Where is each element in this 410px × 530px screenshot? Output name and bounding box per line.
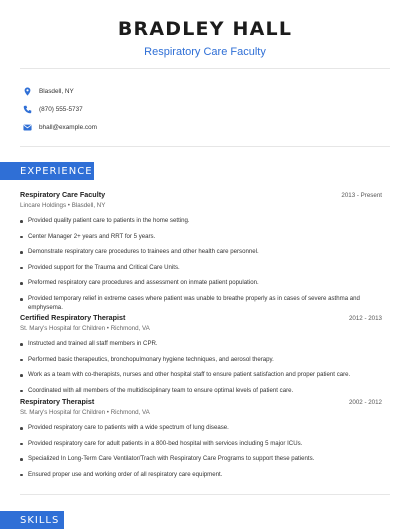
- candidate-title: Respiratory Care Faculty: [144, 46, 266, 58]
- mail-icon: [22, 122, 32, 132]
- list-item: Work as a team with co-therapists, nurses and other hospital staff to ensure patient satisfaction and proper patient care.: [20, 371, 382, 380]
- job-dates: 2012 - 2013: [348, 315, 382, 322]
- job-bullets: [20, 424, 382, 479]
- list-item: Center Manager 2+ years and RRT for 5 years.: [20, 233, 382, 242]
- job-organization: St. Mary's Hospital for Children • Richmond, VA: [20, 325, 150, 332]
- job-entry: [20, 190, 382, 319]
- divider: [20, 494, 390, 495]
- job-organization: St. Mary's Hospital for Children • Richmond, VA: [20, 409, 150, 416]
- contact-phone-text: (870) 555-5737: [39, 105, 83, 113]
- job-dates: 2002 - 2012: [348, 399, 382, 406]
- list-item: Performed basic therapeutics, bronchopulmonary hygiene techniques, and aerosol therapy.: [20, 356, 382, 365]
- job-title: Respiratory Care Faculty: [20, 190, 106, 199]
- divider: [20, 146, 390, 147]
- candidate-name: BRADLEY HALL: [117, 18, 293, 40]
- contact-email: [22, 118, 382, 136]
- section-skills-heading: SKILLS: [0, 511, 64, 529]
- divider: [20, 68, 390, 69]
- job-entry: [20, 397, 382, 486]
- job-title: Certified Respiratory Therapist: [20, 313, 126, 322]
- job-bullets: [20, 340, 382, 395]
- list-item: Preformed respiratory care procedures and assessment on inmate patient population.: [20, 279, 382, 288]
- contact-phone: [22, 100, 382, 118]
- job-dates: 2013 - Present: [341, 192, 382, 199]
- list-item: Provided support for the Trauma and Critical Care Units.: [20, 264, 382, 273]
- resume-header: [0, 0, 410, 58]
- list-item: Demonstrate respiratory care procedures to trainees and other health care personnel.: [20, 248, 382, 257]
- list-item: Provided temporary relief in extreme cases where patient was unable to breathe properly as in cases of severe asthma and emphysema.: [20, 295, 382, 312]
- map-pin-icon: [22, 86, 32, 96]
- contact-list: [22, 82, 382, 136]
- contact-email-text[interactable]: bhall@example.com: [39, 123, 97, 131]
- job-title: Respiratory Therapist: [20, 397, 95, 406]
- list-item: Instructed and trained all staff members in CPR.: [20, 340, 382, 349]
- list-item: Coordinated with all members of the multidisciplinary team to ensure optimal levels of patient care.: [20, 387, 382, 396]
- list-item: Specialized In Long-Term Care Ventilator/Trach with Respiratory Care Programs to support these patients.: [20, 455, 382, 464]
- job-organization: Lincare Holdings • Blasdell, NY: [20, 202, 106, 209]
- list-item: Provided respiratory care to patients with a wide spectrum of lung disease.: [20, 424, 382, 433]
- contact-location: [22, 82, 382, 100]
- list-item: Provided quality patient care to patients in the home setting.: [20, 217, 382, 226]
- contact-location-text: Blasdell, NY: [39, 87, 74, 95]
- section-experience-heading: EXPERIENCE: [0, 162, 94, 180]
- job-bullets: [20, 217, 382, 312]
- phone-icon: [22, 104, 32, 114]
- list-item: Ensured proper use and working order of all respiratory care equipment.: [20, 471, 382, 480]
- list-item: Provided respiratory care for adult patients in a 800-bed hospital with services including 5 major ICUs.: [20, 440, 382, 449]
- job-entry: [20, 313, 382, 402]
